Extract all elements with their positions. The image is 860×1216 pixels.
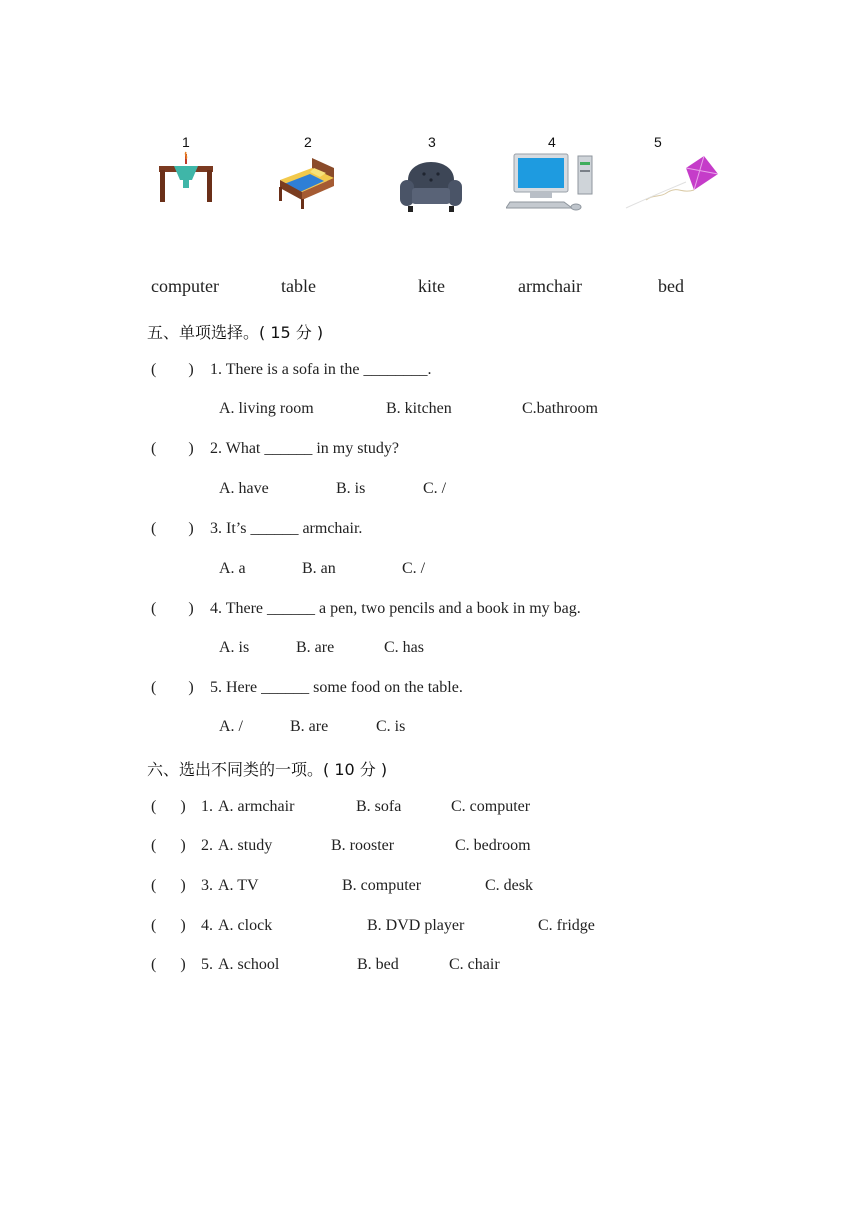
option-5-4-a: A. is [219, 639, 250, 656]
answer-blank-5-2[interactable]: ( ) [151, 440, 194, 457]
section-5-title: 五、单项选择。( 15 分 ) [147, 323, 324, 342]
option-5-1-b: B. kitchen [386, 400, 452, 417]
question-5-4: 4. There ______ a pen, two pencils and a book in my bag. [210, 600, 581, 617]
answer-blank-5-4[interactable]: ( ) [151, 600, 194, 617]
picture-number-1: 1 [182, 134, 190, 150]
option-6-4-c: C. fridge [538, 917, 595, 934]
option-5-3-c: C. / [402, 560, 426, 577]
answer-blank-5-1[interactable]: ( ) [151, 361, 194, 378]
option-5-2-a: A. have [219, 480, 269, 497]
option-6-4-a: A. clock [218, 917, 273, 934]
option-6-2-b: B. rooster [331, 837, 395, 854]
option-5-4-c: C. has [384, 639, 424, 656]
option-5-1-a: A. living room [219, 400, 314, 417]
answer-blank-5-3[interactable]: ( ) [151, 520, 194, 537]
option-6-3-b: B. computer [342, 877, 422, 894]
option-5-3-b: B. an [302, 560, 336, 577]
word-armchair: armchair [518, 276, 582, 296]
answer-blank-6-2[interactable]: ( ) [151, 837, 186, 854]
option-6-3-a: A. TV [218, 877, 259, 894]
word-computer: computer [151, 276, 219, 296]
bed-icon [274, 154, 338, 212]
option-5-2-c: C. / [423, 480, 447, 497]
question-5-5: 5. Here ______ some food on the table. [210, 679, 463, 696]
table-icon [156, 150, 216, 206]
option-5-3-a: A. a [219, 560, 246, 577]
option-5-4-b: B. are [296, 639, 335, 656]
option-6-3-c: C. desk [485, 877, 533, 894]
section-6-title: 六、选出不同类的一项。( 10 分 ) [147, 760, 388, 779]
option-6-5-c: C. chair [449, 956, 500, 973]
option-5-2-b: B. is [336, 480, 366, 497]
question-5-2: 2. What ______ in my study? [210, 440, 400, 457]
option-6-4-b: B. DVD player [367, 917, 465, 934]
picture-number-2: 2 [304, 134, 312, 150]
option-5-5-b: B. are [290, 718, 329, 735]
picture-number-5: 5 [654, 134, 662, 150]
armchair-icon [398, 150, 464, 216]
question-6-4-number: 4. [201, 917, 213, 934]
picture-number-4: 4 [548, 134, 556, 150]
answer-blank-6-4[interactable]: ( ) [151, 917, 186, 934]
question-6-2-number: 2. [201, 837, 213, 854]
answer-blank-5-5[interactable]: ( ) [151, 679, 194, 696]
option-6-2-c: C. bedroom [455, 837, 531, 854]
question-6-5-number: 5. [201, 956, 213, 973]
answer-blank-6-1[interactable]: ( ) [151, 798, 186, 815]
option-6-1-b: B. sofa [356, 798, 402, 815]
question-5-1: 1. There is a sofa in the ________. [210, 361, 432, 378]
answer-blank-6-5[interactable]: ( ) [151, 956, 186, 973]
kite-icon [622, 152, 722, 214]
word-kite: kite [418, 276, 445, 296]
answer-blank-6-3[interactable]: ( ) [151, 877, 186, 894]
question-6-1-number: 1. [201, 798, 213, 815]
computer-icon [506, 152, 598, 212]
option-6-2-a: A. study [218, 837, 273, 854]
option-6-1-a: A. armchair [218, 798, 295, 815]
option-5-5-a: A. / [219, 718, 243, 735]
option-5-5-c: C. is [376, 718, 406, 735]
question-5-3: 3. It’s ______ armchair. [210, 520, 363, 537]
question-6-3-number: 3. [201, 877, 213, 894]
option-6-1-c: C. computer [451, 798, 531, 815]
option-6-5-a: A. school [218, 956, 280, 973]
word-bed: bed [658, 276, 684, 296]
option-6-5-b: B. bed [357, 956, 399, 973]
option-5-1-c: C.bathroom [522, 400, 598, 417]
picture-number-3: 3 [428, 134, 436, 150]
word-table: table [281, 276, 316, 296]
